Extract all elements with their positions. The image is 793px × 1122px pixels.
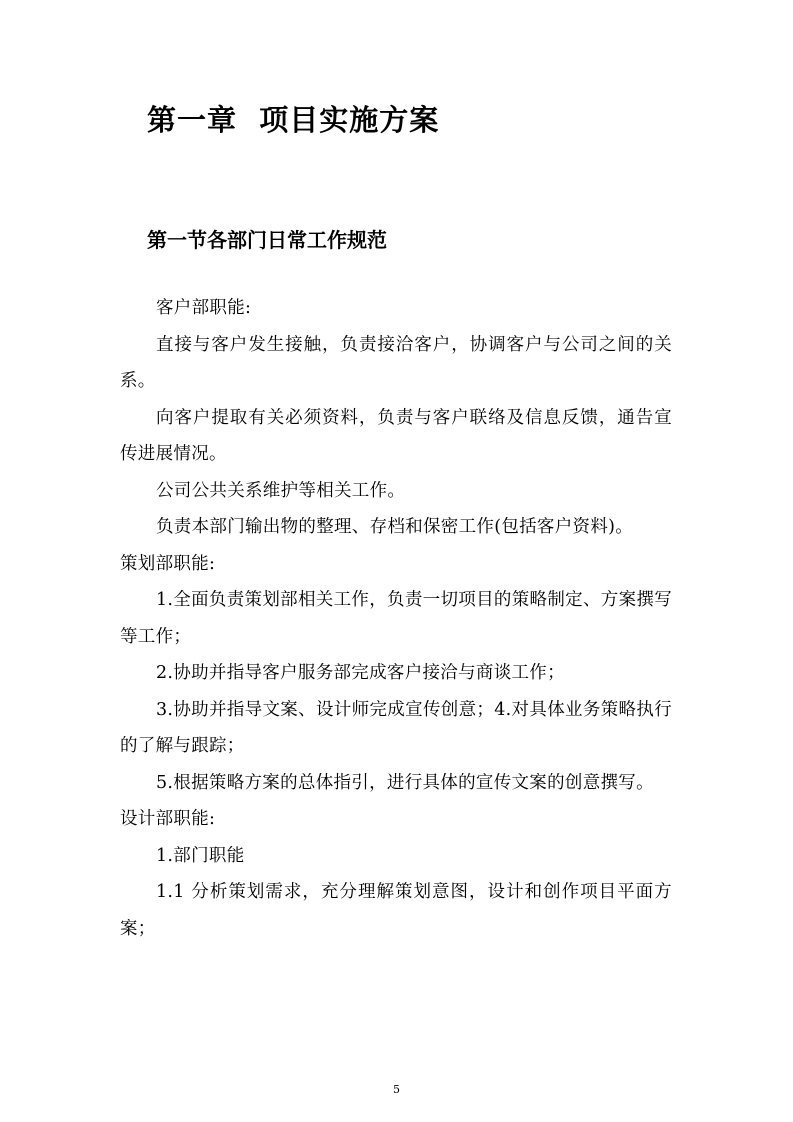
paragraph: 1.部门职能: [156, 845, 245, 866]
paragraph: 负责本部门输出物的整理、存档和保密工作(包括客户资料)。: [156, 517, 634, 537]
paragraph: 2.协助并指导客户服务部完成客户接洽与商谈工作；: [156, 663, 565, 683]
paragraph: 直接与客户发生接触，负责接洽客户，协调客户与公司之间的关系。: [120, 334, 672, 391]
paragraph: 5.根据策略方案的总体指引，进行具体的宣传文案的创意撰写。: [156, 772, 654, 793]
page-number: 5: [393, 1083, 400, 1096]
chapter-title: 第一章 项目实施方案: [147, 103, 440, 137]
paragraph-planning-dept-heading: 策划部职能:: [120, 553, 216, 574]
paragraph-design-dept-heading: 设计部职能:: [120, 809, 216, 829]
section-title: 第一节各部门日常工作规范: [147, 228, 387, 252]
document-body: [120, 290, 672, 947]
paragraph: 1.1 分析策划需求，充分理解策划意图，设计和创作项目平面方案；: [120, 882, 672, 939]
paragraph: 3.协助并指导文案、设计师完成宣传创意；4.对具体业务策略执行的了解与跟踪；: [120, 699, 672, 756]
paragraph-customer-dept-heading: 客户部职能:: [156, 298, 252, 318]
paragraph: 1.全面负责策划部相关工作，负责一切项目的策略制定、方案撰写等工作；: [120, 590, 672, 647]
paragraph: 公司公共关系维护等相关工作。: [156, 480, 406, 501]
paragraph: 向客户提取有关必须资料，负责与客户联络及信息反馈，通告宣传进展情况。: [120, 407, 672, 464]
